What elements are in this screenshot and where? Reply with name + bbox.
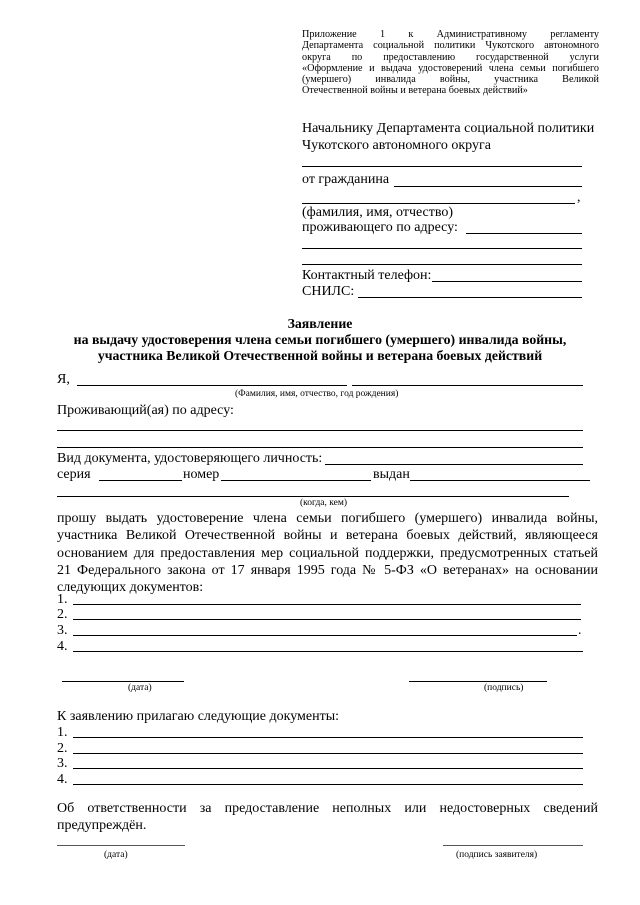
- attach-field-1[interactable]: [73, 737, 583, 738]
- appendix-line: округа по предоставлению государственной услуги: [302, 51, 599, 63]
- request-line: 21 Федерального закона от 17 января 1995 года № 5-ФЗ «О ветеранах» на основании: [57, 562, 598, 578]
- applicant-signature-hint: (подпись заявителя): [456, 850, 538, 860]
- issued-when-by-whom-field[interactable]: [57, 496, 569, 497]
- doc-field-3[interactable]: [73, 635, 577, 636]
- citizen-name-field[interactable]: [394, 186, 582, 187]
- appendix-line: (умершего) инвалида войны, участника Великой: [302, 74, 599, 86]
- issued-label: выдан: [373, 467, 410, 482]
- from-citizen-label: от гражданина: [302, 172, 390, 187]
- attach-item-number: 3.: [57, 756, 68, 771]
- document-title: Заявление: [287, 316, 353, 331]
- liability-paragraph: [57, 800, 598, 835]
- attachments-label: К заявлению прилагаю следующие документы:: [57, 709, 340, 724]
- request-line: следующих документов:: [57, 580, 204, 596]
- number-field[interactable]: [221, 480, 371, 481]
- attach-field-4[interactable]: [73, 784, 583, 785]
- doc-field-4[interactable]: [73, 651, 583, 652]
- attach-field-2[interactable]: [73, 753, 583, 754]
- fio-birth-hint: (Фамилия, имя, отчество, год рождения): [235, 389, 399, 399]
- attach-item-number: 1.: [57, 725, 68, 740]
- snils-label: СНИЛС:: [302, 284, 355, 299]
- fio-hint: (фамилия, имя, отчество): [302, 205, 454, 220]
- snils-field[interactable]: [358, 297, 582, 298]
- phone-field[interactable]: [432, 281, 582, 282]
- final-date-hint: (дата): [104, 850, 128, 860]
- request-line: участника Великой Отечественной войны и ветерана боевых действий, являющееся: [57, 528, 598, 544]
- attach-field-3[interactable]: [73, 768, 583, 769]
- residing-address-field-2[interactable]: [57, 447, 583, 448]
- doc-item-number: 4.: [57, 639, 68, 654]
- applicant-signature-field[interactable]: [443, 845, 583, 846]
- applicant-birth-year-field[interactable]: [352, 385, 583, 386]
- doc-item-number: 2.: [57, 607, 68, 622]
- appendix-line: «Оформление и выдача удостоверений члена семьи погибшего: [302, 62, 599, 74]
- phone-label: Контактный телефон:: [302, 268, 432, 283]
- liability-line: предупреждён.: [57, 818, 147, 834]
- appendix-line: Отечественной войны и ветерана боевых действий»: [302, 85, 528, 97]
- document-subtitle-line-2: участника Великой Отечественной войны и ветерана боевых действий: [97, 348, 543, 363]
- addressee-blank-line[interactable]: [302, 166, 582, 167]
- applicant-fio-field[interactable]: [77, 385, 347, 386]
- residing-address-field[interactable]: [57, 430, 583, 431]
- signature-field[interactable]: [409, 681, 547, 682]
- residing-address-label: Проживающий(ая) по адресу:: [57, 403, 234, 418]
- when-by-whom-hint: (когда, кем): [300, 498, 348, 508]
- final-date-field[interactable]: [57, 845, 185, 846]
- document-subtitle-line-1: на выдачу удостоверения члена семьи погибшего (умершего) инвалида войны,: [73, 332, 567, 347]
- address-field[interactable]: [466, 233, 582, 234]
- doc-item-number: 3.: [57, 623, 68, 638]
- doc-field-1[interactable]: [73, 604, 581, 605]
- addressee-line-1: Начальнику Департамента социальной политики: [302, 121, 595, 136]
- attach-item-number: 4.: [57, 772, 68, 787]
- appendix-line: Приложение 1 к Административному регламенту: [302, 29, 599, 40]
- address-field-3[interactable]: [302, 264, 582, 265]
- number-label: номер: [183, 467, 220, 482]
- issued-field[interactable]: [410, 480, 590, 481]
- residing-label: проживающего по адресу:: [302, 220, 458, 235]
- addressee-line-2: Чукотского автономного округа: [302, 138, 491, 153]
- id-document-field[interactable]: [325, 464, 583, 465]
- appendix-line: Департамента социальной политики Чукотского автономного: [302, 40, 599, 52]
- date-hint: (дата): [128, 683, 152, 693]
- address-field-2[interactable]: [302, 248, 582, 249]
- doc-field-2[interactable]: [73, 619, 581, 620]
- liability-line: Об ответственности за предоставление неполных или недостоверных сведений: [57, 801, 598, 816]
- i-label: Я,: [57, 372, 70, 387]
- series-field[interactable]: [99, 480, 182, 481]
- id-document-label: Вид документа, удостоверяющего личность:: [57, 451, 323, 466]
- doc-end-dot: .: [578, 623, 582, 638]
- request-line: прошу выдать удостоверение члена семьи погибшего (умершего) инвалида войны,: [57, 511, 598, 526]
- request-paragraph: [57, 510, 598, 596]
- signature-hint: (подпись): [484, 683, 524, 693]
- series-label: серия: [57, 467, 91, 482]
- appendix-header: [302, 29, 599, 97]
- request-line: основанием для предоставления мер социальной поддержки, предусмотренных статьей: [57, 545, 598, 561]
- date-field[interactable]: [62, 681, 184, 682]
- comma: ,: [577, 190, 581, 205]
- attach-item-number: 2.: [57, 741, 68, 756]
- doc-item-number: 1.: [57, 592, 68, 607]
